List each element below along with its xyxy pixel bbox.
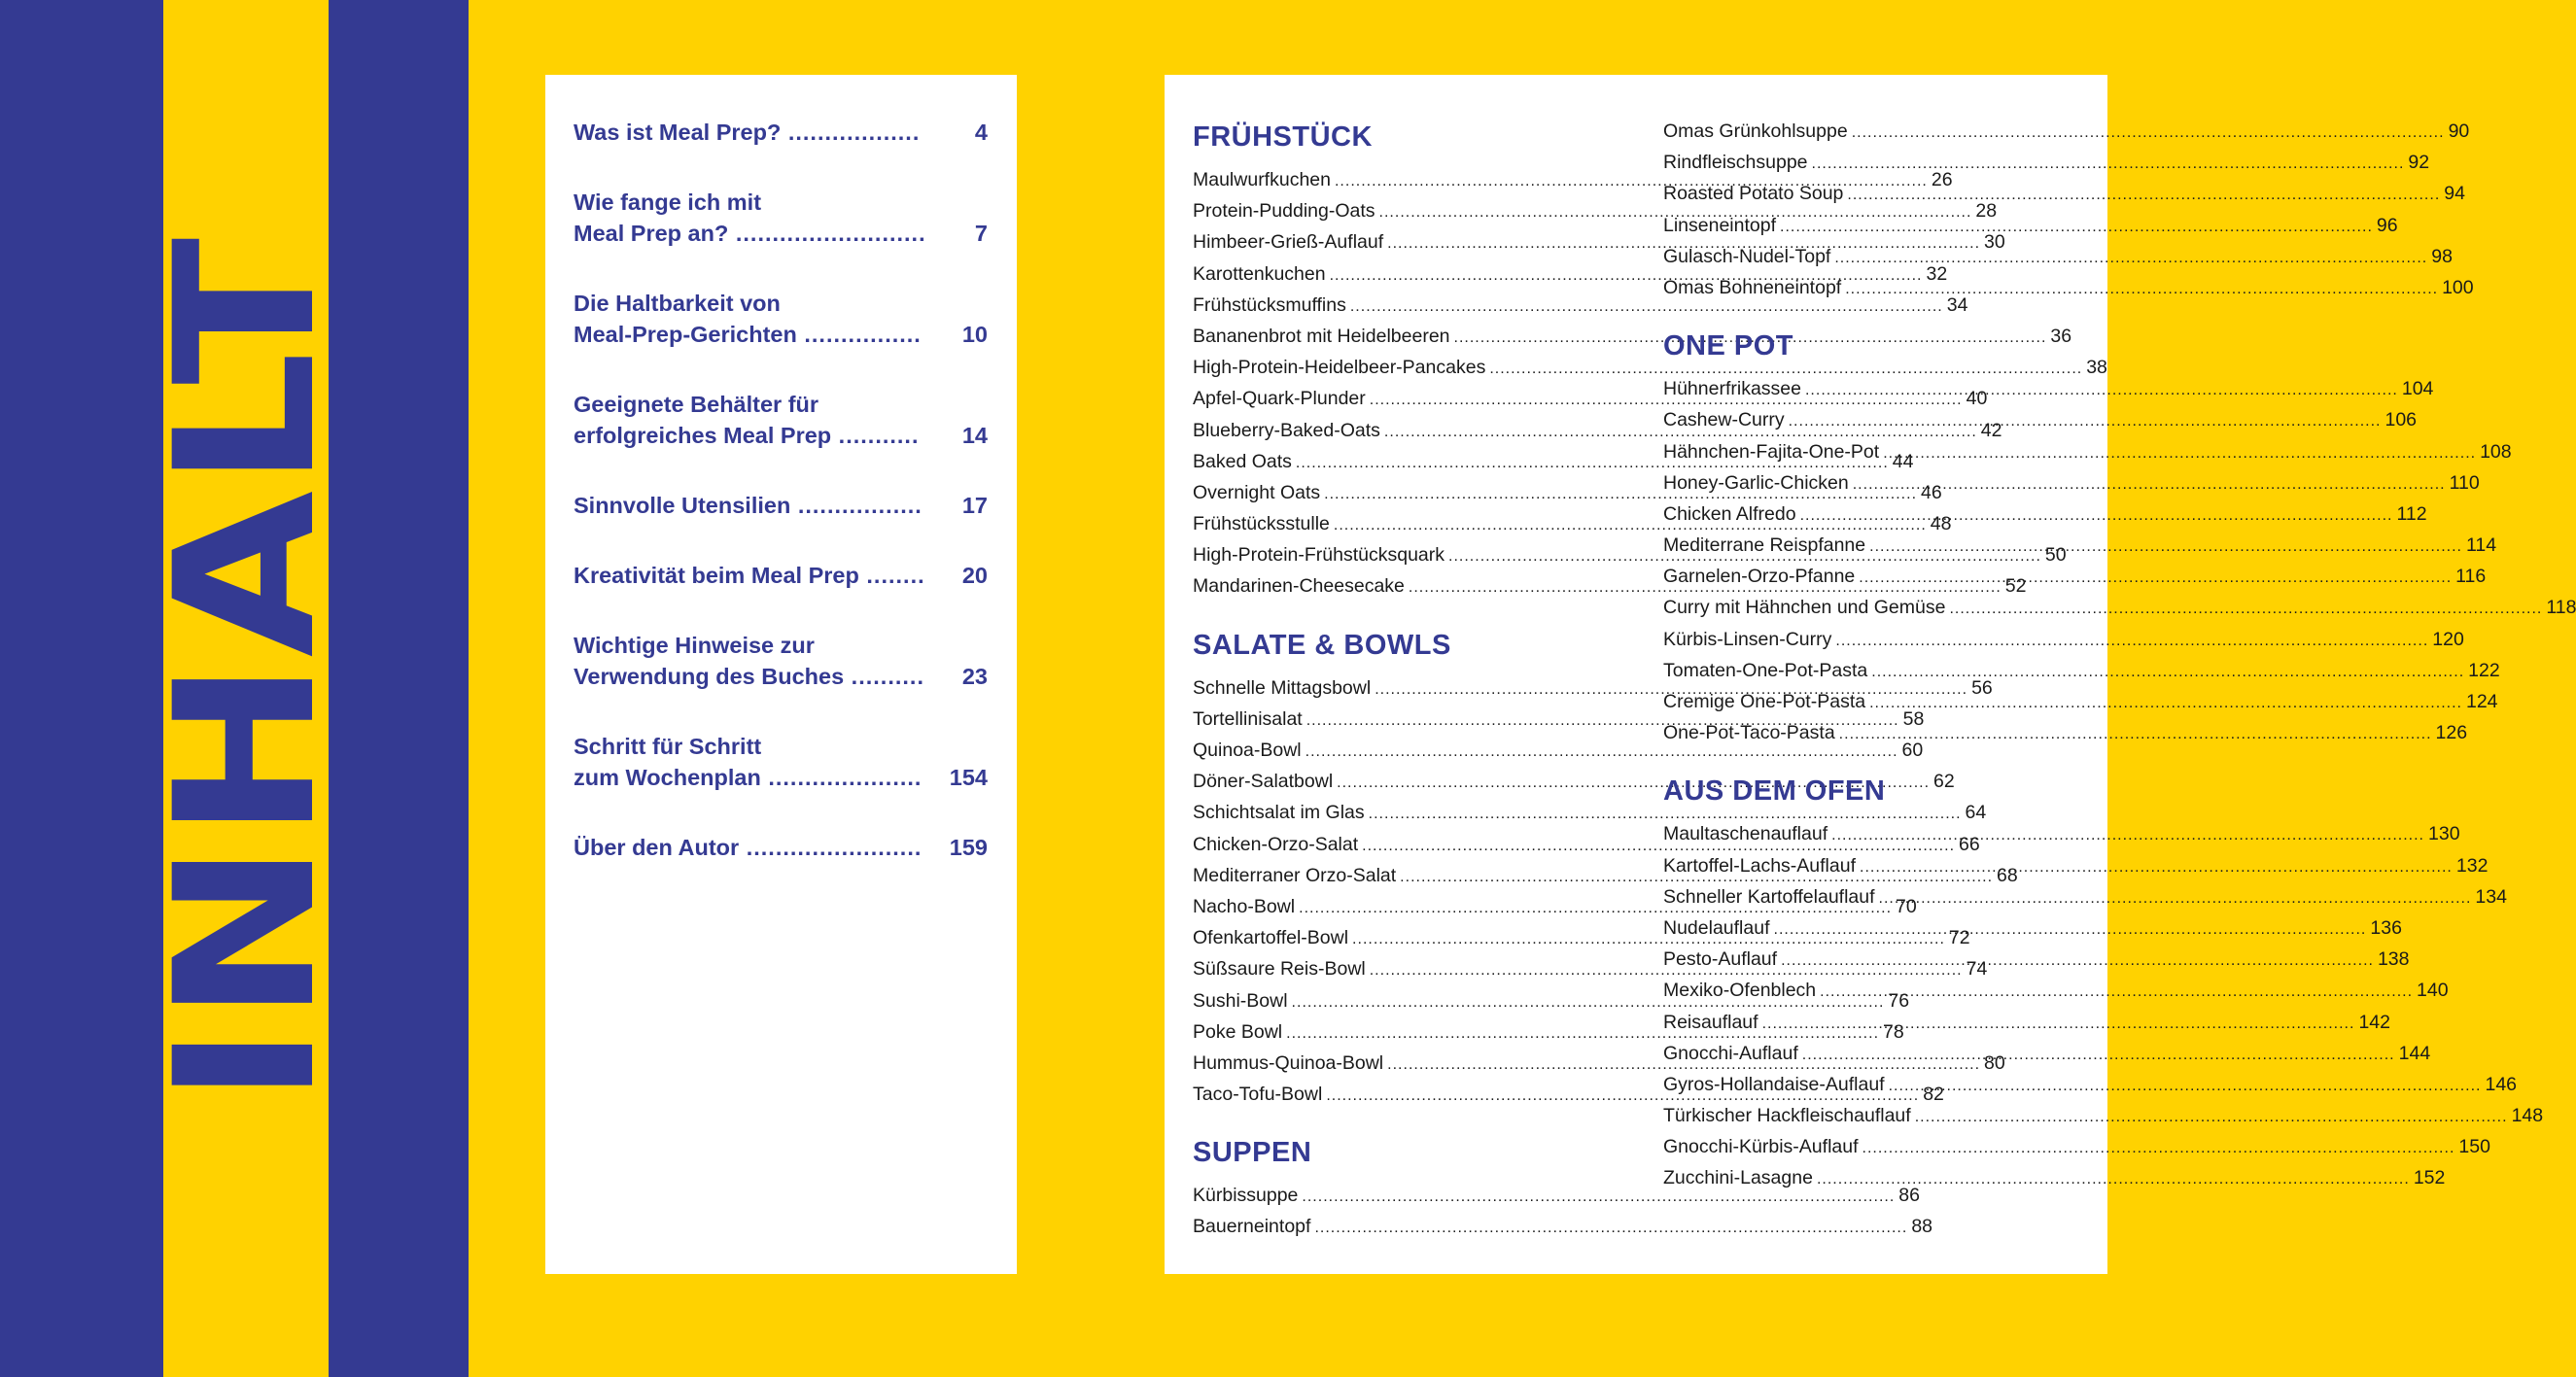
recipe-name: Gnocchi-Auflauf <box>1663 1042 1798 1064</box>
recipe-page: 44 <box>1892 450 1914 472</box>
recipe-page: 70 <box>1896 895 1917 917</box>
recipe-name: Gyros-Hollandaise-Auflauf <box>1663 1073 1885 1095</box>
intro-entry-line: Wie fange ich mit <box>574 189 762 215</box>
toc-row[interactable] <box>1663 499 2427 530</box>
dot-leader <box>1859 563 2452 594</box>
toc-row[interactable] <box>1663 116 2470 147</box>
page-title: INHALT <box>133 235 358 1106</box>
recipe-name: Mediterraner Orzo-Salat <box>1193 864 1397 886</box>
recipe-name: Honey-Garlic-Chicken <box>1663 471 1849 494</box>
recipe-name: Schichtsalat im Glas <box>1193 802 1365 824</box>
toc-row[interactable] <box>1663 592 2576 623</box>
recipe-page: 40 <box>1966 388 1988 410</box>
recipe-name: Döner-Salatbowl <box>1193 771 1334 793</box>
recipe-page: 100 <box>2442 276 2474 298</box>
intro-entry-page: 159 <box>949 835 988 860</box>
recipe-page: 142 <box>2358 1011 2390 1033</box>
toc-row[interactable] <box>1663 1131 2490 1162</box>
recipe-name: Linseneintopf <box>1663 214 1777 236</box>
dot-leader <box>1860 852 2453 883</box>
intro-entry-title <box>574 560 928 591</box>
heading-container <box>133 0 358 1377</box>
recipe-page: 50 <box>2044 544 2067 567</box>
dot-leader <box>1839 719 2432 750</box>
intro-entry-page: 10 <box>961 322 988 347</box>
intro-entry[interactable] <box>574 832 988 863</box>
dot-leader <box>1879 883 2472 914</box>
intro-entry-title <box>574 187 928 249</box>
dot-leader <box>1853 469 2446 500</box>
section-suppen <box>1663 116 2474 303</box>
dot-leader <box>1314 1213 1907 1244</box>
intro-entry-page: 17 <box>961 493 988 518</box>
intro-entry-title <box>574 288 928 350</box>
recipe-page: 64 <box>1965 802 1987 824</box>
intro-entry-page: 14 <box>961 423 988 448</box>
recipe-name: Rindfleischsuppe <box>1663 152 1808 174</box>
intro-entry-line: Was ist Meal Prep? <box>574 120 782 145</box>
toc-row[interactable] <box>1663 404 2418 435</box>
recipe-name: Süßsaure Reis-Bowl <box>1193 958 1366 981</box>
recipe-name: Maultaschenauflauf <box>1663 823 1828 845</box>
recipe-name: Cashew-Curry <box>1663 409 1785 431</box>
dot-leader <box>1949 594 2542 625</box>
recipe-page: 46 <box>1921 481 1942 503</box>
recipe-name: Kartoffel-Lachs-Auflauf <box>1663 854 1856 877</box>
recipe-name: Bauerneintopf <box>1193 1216 1311 1238</box>
recipe-name: Blueberry-Baked-Oats <box>1193 419 1380 441</box>
intro-entry-title <box>574 630 928 692</box>
toc-row[interactable] <box>1663 210 2398 241</box>
recipe-page: 114 <box>2466 534 2497 557</box>
recipe-name: Mandarinen-Cheesecake <box>1193 575 1405 598</box>
dot-leader <box>1820 977 2413 1008</box>
recipe-name: Gnocchi-Kürbis-Auflauf <box>1663 1136 1859 1158</box>
intro-entry-title <box>574 731 928 793</box>
dot-leader: ........... <box>831 423 920 448</box>
recipe-name: Hühnerfrikassee <box>1663 378 1801 400</box>
intro-entry-line: Sinnvolle Utensilien <box>574 493 791 518</box>
recipe-name: Himbeer-Grieß-Auflauf <box>1193 231 1384 254</box>
dot-leader: ................ <box>796 322 922 347</box>
intro-entry-page: 23 <box>961 664 988 689</box>
intro-entry-line: Schritt für Schritt <box>574 734 762 759</box>
toc-row[interactable] <box>1193 290 1968 321</box>
recipe-name: Mediterrane Reispfanne <box>1663 534 1866 557</box>
toc-row[interactable] <box>1663 241 2453 272</box>
intro-entry-line: Über den Autor <box>574 835 740 860</box>
recipe-page: 148 <box>2511 1105 2544 1127</box>
toc-row[interactable] <box>1193 1211 1933 1242</box>
toc-row[interactable] <box>1663 1007 2390 1038</box>
recipe-page: 94 <box>2444 183 2465 205</box>
recipe-page: 106 <box>2385 409 2418 431</box>
dot-leader: .......................... <box>728 221 926 246</box>
recipe-name: Kürbis-Linsen-Curry <box>1663 628 1832 650</box>
recipe-page: 42 <box>1980 419 2002 441</box>
toc-row[interactable] <box>1663 1069 2518 1100</box>
dot-leader <box>1800 500 2393 532</box>
recipe-name: Frühstücksstulle <box>1193 513 1330 535</box>
toc-row[interactable] <box>1663 1162 2446 1193</box>
recipe-name: Sushi-Bowl <box>1193 989 1288 1012</box>
intro-entry-title <box>574 389 928 451</box>
intro-entry[interactable] <box>574 117 988 148</box>
recipe-name: Schneller Kartoffelauflauf <box>1663 885 1875 908</box>
dot-leader <box>1847 180 2440 211</box>
dot-leader <box>1889 1071 2482 1102</box>
dot-leader <box>1817 1164 2410 1195</box>
recipe-name: Hähnchen-Fajita-One-Pot <box>1663 440 1880 463</box>
recipe-name: Nacho-Bowl <box>1193 895 1296 917</box>
dot-leader <box>1780 212 2373 243</box>
recipe-page: 120 <box>2432 628 2464 650</box>
dot-leader <box>1852 118 2445 149</box>
recipe-name: Omas Bohneneintopf <box>1663 276 1842 298</box>
recipe-page: 98 <box>2431 245 2453 267</box>
dot-leader: .......... <box>844 664 924 689</box>
intro-entry[interactable] <box>574 490 988 521</box>
toc-row[interactable] <box>1663 655 2500 686</box>
recipe-name: Maulwurfkuchen <box>1193 169 1331 190</box>
recipe-page: 126 <box>2435 722 2468 744</box>
recipe-page: 130 <box>2428 823 2460 845</box>
dot-leader <box>1834 243 2427 274</box>
dot-leader <box>1774 914 2367 946</box>
toc-row[interactable] <box>1663 975 2449 1006</box>
recipe-name: High-Protein-Heidelbeer-Pancakes <box>1193 357 1486 379</box>
intro-entry-line: Wichtige Hinweise zur <box>574 633 815 658</box>
recipe-name: Gulasch-Nudel-Topf <box>1663 245 1831 267</box>
recipe-column-right <box>1663 75 2576 1194</box>
recipe-name: Cremige One-Pot-Pasta <box>1663 691 1866 712</box>
toc-row[interactable] <box>1663 530 2497 561</box>
section-title: FRÜHSTÜCK <box>1193 121 1373 153</box>
intro-entry-title <box>574 117 928 148</box>
recipe-page: 80 <box>1984 1051 2005 1074</box>
toc-row[interactable] <box>1663 436 2512 467</box>
dot-leader <box>1871 657 2464 688</box>
recipe-page: 92 <box>2408 152 2430 174</box>
recipe-page: 140 <box>2417 980 2449 1002</box>
intro-entry-title <box>574 490 928 521</box>
dot-leader <box>1789 406 2382 437</box>
toc-row[interactable] <box>1663 1038 2431 1069</box>
recipe-page: 68 <box>1997 864 2018 886</box>
recipe-name: Taco-Tofu-Bowl <box>1193 1084 1323 1106</box>
recipe-page: 66 <box>1959 833 1980 855</box>
recipe-page: 136 <box>2370 916 2402 939</box>
recipe-name: Tomaten-One-Pot-Pasta <box>1663 659 1868 681</box>
recipe-page: 108 <box>2480 440 2512 463</box>
recipe-page: 58 <box>1902 707 1925 730</box>
dot-leader <box>1805 375 2398 406</box>
section-title: SALATE & BOWLS <box>1193 629 1451 661</box>
intro-list <box>574 117 988 863</box>
recipe-page: 90 <box>2448 120 2470 142</box>
dot-leader <box>1883 438 2476 469</box>
intro-entry-line: Meal-Prep-Gerichten <box>574 322 797 347</box>
recipe-name: Roasted Potato Soup <box>1663 183 1844 205</box>
dot-leader <box>1781 946 2374 977</box>
dot-leader <box>1762 1009 2355 1040</box>
recipe-page: 138 <box>2377 948 2410 971</box>
dot-leader <box>1802 1040 2395 1071</box>
recipe-name: Overnight Oats <box>1193 481 1321 503</box>
recipe-page: 96 <box>2376 214 2398 236</box>
intro-entry-page: 20 <box>961 563 988 588</box>
dot-leader <box>1812 149 2405 180</box>
toc-row[interactable] <box>1663 272 2474 303</box>
recipe-page: 82 <box>1923 1084 1944 1106</box>
recipe-page: 30 <box>1984 231 2005 254</box>
recipe-page: 144 <box>2398 1042 2431 1064</box>
recipe-page: 72 <box>1948 927 1970 949</box>
toc-row[interactable] <box>1663 373 2434 404</box>
dot-leader: ................. <box>790 493 922 518</box>
toc-row[interactable] <box>1663 717 2468 748</box>
recipe-name: One-Pot-Taco-Pasta <box>1663 722 1835 744</box>
recipe-page: 32 <box>1926 262 1948 285</box>
recipe-name: Quinoa-Bowl <box>1193 740 1302 761</box>
toc-row[interactable] <box>1663 178 2465 209</box>
toc-row[interactable] <box>1193 352 2107 383</box>
recipe-page: 132 <box>2455 854 2489 877</box>
toc-row[interactable] <box>1663 818 2460 849</box>
recipe-name: Pesto-Auflauf <box>1663 948 1778 971</box>
intro-entry-page: 4 <box>974 120 988 145</box>
recipe-name: Apfel-Quark-Plunder <box>1193 388 1366 410</box>
toc-row[interactable] <box>1663 561 2487 592</box>
recipe-panel <box>1165 75 2576 1274</box>
toc-row[interactable] <box>1663 881 2507 912</box>
recipe-page: 60 <box>1901 740 1924 761</box>
intro-entry[interactable] <box>574 630 988 692</box>
intro-panel <box>545 75 1017 1274</box>
dot-leader: ........................ <box>739 835 922 860</box>
recipe-name: Garnelen-Orzo-Pfanne <box>1663 566 1856 588</box>
recipe-name: Tortellinisalat <box>1193 707 1303 730</box>
section-title: AUS DEM OFEN <box>1663 775 1886 808</box>
recipe-page: 112 <box>2396 502 2427 525</box>
recipe-name: Türkischer Hackfleischauflauf <box>1663 1105 1911 1127</box>
recipe-name: Chicken-Orzo-Salat <box>1193 833 1359 855</box>
recipe-page: 134 <box>2475 885 2507 908</box>
recipe-page: 146 <box>2485 1073 2518 1095</box>
toc-row[interactable] <box>1193 735 1924 766</box>
recipe-page: 124 <box>2465 691 2498 712</box>
recipe-page: 52 <box>2004 575 2027 598</box>
dot-leader: ..................... <box>760 765 922 790</box>
intro-entry-line: Meal Prep an? <box>574 221 729 246</box>
recipe-page: 88 <box>1911 1216 1933 1238</box>
dot-leader: ........ <box>858 563 925 588</box>
intro-entry[interactable] <box>574 389 988 451</box>
recipe-name: Omas Grünkohlsuppe <box>1663 120 1848 142</box>
toc-row[interactable] <box>1663 1100 2544 1131</box>
recipe-name: Protein-Pudding-Oats <box>1193 200 1375 223</box>
intro-entry-line: Verwendung des Buches <box>574 664 845 689</box>
dot-leader <box>1869 688 2462 719</box>
recipe-page: 150 <box>2458 1136 2490 1158</box>
toc-row[interactable] <box>1663 944 2410 975</box>
intro-entry[interactable] <box>574 187 988 249</box>
intro-entry-line: erfolgreiches Meal Prep <box>574 423 832 448</box>
recipe-name: Bananenbrot mit Heidelbeeren <box>1193 325 1450 347</box>
recipe-page: 56 <box>1971 676 1993 699</box>
dot-leader: .................. <box>781 120 921 145</box>
dot-leader <box>1869 532 2462 563</box>
intro-entry-line: Die Haltbarkeit von <box>574 291 781 316</box>
intro-entry-page: 7 <box>974 221 988 246</box>
intro-entry[interactable] <box>574 288 988 350</box>
toc-row[interactable] <box>1663 912 2402 944</box>
recipe-page: 38 <box>2086 357 2107 379</box>
section-title: SUPPEN <box>1193 1137 1312 1169</box>
recipe-page: 78 <box>1883 1020 1904 1043</box>
recipe-page: 104 <box>2401 378 2434 400</box>
intro-entry-line: Geeignete Behälter für <box>574 392 819 417</box>
recipe-page: 76 <box>1888 989 1910 1012</box>
intro-entry[interactable] <box>574 731 988 793</box>
recipe-name: Ofenkartoffel-Bowl <box>1193 927 1349 949</box>
intro-entry-line: zum Wochenplan <box>574 765 761 790</box>
recipe-name: Nudelauflauf <box>1663 916 1770 939</box>
recipe-page: 26 <box>1931 169 1953 190</box>
intro-entry-title <box>574 832 928 863</box>
dot-leader <box>1831 820 2424 851</box>
toc-row[interactable] <box>1193 797 1987 828</box>
recipe-name: Poke Bowl <box>1193 1020 1283 1043</box>
recipe-page: 48 <box>1930 513 1952 535</box>
recipe-name: High-Protein-Frühstücksquark <box>1193 544 1445 567</box>
recipe-name: Chicken Alfredo <box>1663 502 1796 525</box>
recipe-page: 116 <box>2455 566 2487 588</box>
toc-row[interactable] <box>1193 1180 1920 1211</box>
recipe-name: Zucchini-Lasagne <box>1663 1167 1813 1189</box>
intro-entry-line: Kreativität beim Meal Prep <box>574 563 859 588</box>
toc-row[interactable] <box>1663 467 2480 499</box>
toc-row[interactable] <box>1663 686 2498 717</box>
dot-leader <box>1835 626 2428 657</box>
recipe-page: 86 <box>1898 1185 1920 1207</box>
toc-row[interactable] <box>1663 147 2430 178</box>
recipe-page: 74 <box>1966 958 1988 981</box>
toc-row[interactable] <box>1663 850 2489 881</box>
recipe-name: Curry mit Hähnchen und Gemüse <box>1663 597 1946 619</box>
recipe-name: Hummus-Quinoa-Bowl <box>1193 1051 1384 1074</box>
toc-row[interactable] <box>1663 624 2464 655</box>
recipe-name: Karottenkuchen <box>1193 262 1326 285</box>
recipe-page: 34 <box>1946 293 1968 316</box>
recipe-page: 110 <box>2449 471 2480 494</box>
recipe-name: Mexiko-Ofenblech <box>1663 980 1817 1002</box>
dot-leader <box>1915 1102 2508 1133</box>
recipe-name: Reisauflauf <box>1663 1011 1758 1033</box>
section-title: ONE POT <box>1663 330 1794 362</box>
recipe-page: 152 <box>2413 1167 2446 1189</box>
dot-leader <box>1862 1133 2455 1164</box>
recipe-name: Frühstücksmuffins <box>1193 293 1346 316</box>
recipe-page: 36 <box>2050 325 2072 347</box>
intro-entry[interactable] <box>574 560 988 591</box>
recipe-page: 28 <box>1975 200 1998 223</box>
recipe-page: 62 <box>1933 771 1955 793</box>
recipe-name: Schnelle Mittagsbowl <box>1193 676 1372 699</box>
recipe-page: 118 <box>2546 597 2576 619</box>
section-ofen <box>1663 775 2544 1193</box>
intro-entry-page: 154 <box>949 765 988 790</box>
recipe-page: 122 <box>2468 659 2500 681</box>
recipe-name: Baked Oats <box>1193 450 1292 472</box>
dot-leader <box>1845 274 2438 305</box>
recipe-name: Kürbissuppe <box>1193 1185 1299 1207</box>
